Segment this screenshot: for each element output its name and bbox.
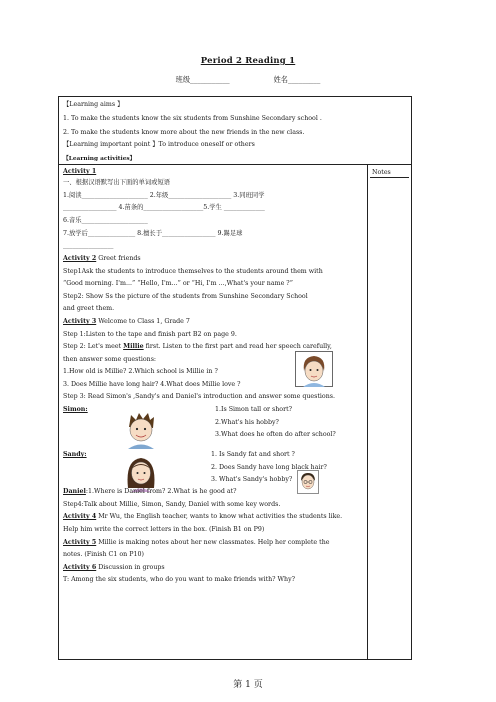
learning-activities-heading: 【Learning activities】	[63, 156, 136, 162]
millie-portrait-icon	[295, 351, 333, 387]
simon-portrait-icon	[119, 409, 163, 449]
activity-5-title: Activity 5	[63, 539, 97, 546]
vocab-row-5: ________________	[63, 242, 114, 249]
daniel-questions: :1.Where is Daniel from? 2.What is he good at?	[85, 488, 237, 495]
sandy-question-1: 1. Is Sandy fat and short ?	[211, 451, 295, 458]
notes-column	[368, 165, 411, 659]
activity-2-step2a: Step2: Show Ss the picture of the students from Sunshine Secondary School	[63, 293, 308, 300]
activity-3-step2a: Step 2: Let's meet Millie first. Listen to the first part and read her speech carefully,	[63, 343, 332, 350]
millie-name: Millie	[123, 343, 144, 350]
simon-label: Simon:	[63, 406, 88, 413]
millie-questions-1: 1.How old is Millie? 2.Which school is Millie in ?	[63, 368, 218, 375]
simon-question-1: 1.Is Simon tall or short?	[215, 406, 292, 413]
activity-2-step1b: “Good morning. I'm...” “Hello, I'm...” or “Hi, I'm ...,What's your name ?”	[63, 280, 293, 287]
sandy-question-2: 2. Does Sandy have long black hair?	[211, 464, 327, 471]
aims-heading: 【Learning aims 】	[63, 101, 124, 108]
activity-6-title: Activity 6	[63, 564, 97, 571]
sandy-label: Sandy:	[63, 451, 87, 458]
activity-1-instruction: 一、根据汉语默写出下面的单词或短语	[63, 179, 171, 186]
activity-3-heading: Activity 3 Welcome to Class 1, Grade 7	[63, 318, 190, 325]
daniel-line	[63, 488, 237, 496]
sandy-question-3: 3. What's Sandy's hobby?	[211, 476, 293, 483]
activity-3-step4: Step4:Talk about Millie, Simon, Sandy, Daniel with some key words.	[63, 501, 281, 508]
sandy-portrait-icon	[119, 452, 163, 492]
notes-label: Notes	[372, 169, 391, 176]
activities-column	[59, 165, 368, 659]
activity-3-step2b: then answer some questions:	[63, 356, 157, 363]
page-title: Period 2 Reading 1	[200, 56, 296, 66]
activity-4-line1: Activity 4 Mr Wu, the English teacher, wants to know what activities the students like.	[63, 513, 343, 520]
millie-questions-2: 3. Does Millie have long hair? 4.What does Millie love ?	[63, 381, 241, 388]
activity-3-step1: Step 1:Listen to the tape and finish part B2 on page 9.	[63, 331, 237, 338]
page-number: 第 1 页	[233, 680, 263, 690]
activity-3-step3: Step 3: Read Simon's ,Sandy's and Daniel's introduction and answer some questions.	[63, 393, 335, 400]
simon-question-2: 2.What's his hobby?	[215, 419, 279, 426]
activity-2-step2b: and greet them.	[63, 305, 115, 312]
important-point: 【Learning important point 】To introduce oneself or others	[63, 141, 255, 148]
daniel-label: Daniel	[63, 488, 86, 495]
class-field-label: 班级___________	[175, 75, 230, 84]
vocab-row-2: _________________ 4.苗条的___________________5.学生 _____________	[63, 204, 265, 211]
worksheet-table	[58, 96, 412, 660]
notes-divider	[370, 177, 409, 178]
activity-4-line2: Help him write the correct letters in the box. (Finish B1 on P9)	[63, 526, 265, 533]
daniel-portrait-icon	[297, 470, 319, 494]
activity-6-line1: T: Among the six students, who do you want to make friends with? Why?	[63, 576, 296, 583]
vocab-row-3: 6.音乐_____________________	[63, 217, 148, 224]
aim-item-2: 2. To make the students know more about the new friends in the new class.	[63, 129, 305, 136]
activity-4-title: Activity 4	[63, 513, 97, 520]
activity-1-title: Activity 1	[63, 168, 97, 175]
simon-question-3: 3.What does he often do after school?	[215, 431, 336, 438]
activity-3-title: Activity 3	[63, 318, 97, 325]
aim-item-1: 1. To make the students know the six students from Sunshine Secondary school .	[63, 115, 322, 122]
activity-6-heading: Activity 6 Discussion in groups	[63, 564, 165, 571]
name-class-line	[0, 75, 496, 85]
activity-2-step1a: Step1Ask the students to introduce themselves to the students around them with	[63, 268, 323, 275]
vocab-row-4: 7.放学后_______________ 8.擅长于_________________ 9.踢足球	[63, 230, 243, 237]
activity-5-line1: Activity 5 Millie is making notes about her new classmates. Help her complete the	[63, 539, 330, 546]
activity-2-title: Activity 2	[63, 255, 97, 262]
activity-5-line2: notes. (Finish C1 on P10)	[63, 551, 144, 558]
activity-2-heading: Activity 2 Greet friends	[63, 255, 141, 262]
name-field-label: 姓名_________	[273, 75, 321, 84]
vocab-row-1: 1.阅读_____________________ 2.年级____________________ 3.同班同学	[63, 192, 265, 199]
